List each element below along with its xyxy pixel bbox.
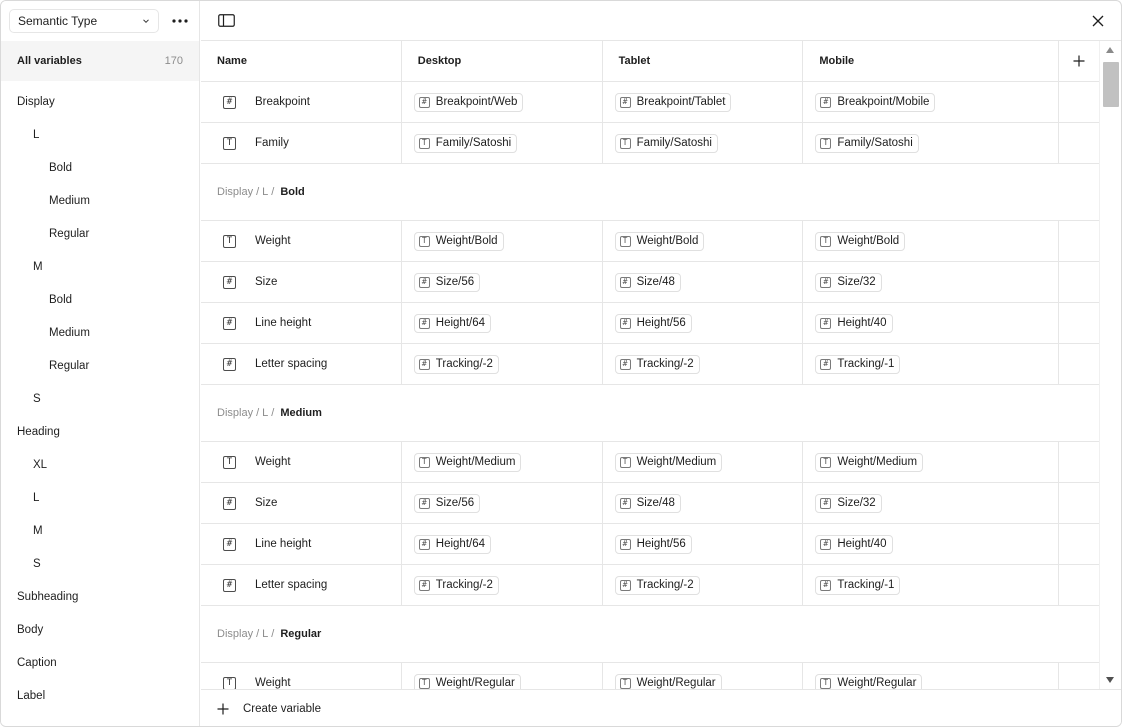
sidebar-group-item[interactable]: Bold <box>49 293 73 306</box>
section-path-segment: L <box>262 628 269 640</box>
alias-chip-label: Tracking/-1 <box>837 358 895 370</box>
variable-row[interactable] <box>201 524 1099 565</box>
variable-row[interactable] <box>201 303 1099 344</box>
section-path-separator: / <box>271 186 275 198</box>
number-variable-icon: # <box>223 579 236 592</box>
alias-chip[interactable] <box>615 494 681 513</box>
sidebar-group-item[interactable]: S <box>33 392 41 405</box>
variable-row[interactable] <box>201 123 1099 164</box>
mode-value-cell[interactable] <box>803 565 1059 605</box>
variable-name-cell[interactable] <box>201 262 402 302</box>
alias-chip-label: Weight/Bold <box>636 235 699 247</box>
close-button[interactable] <box>1089 12 1107 30</box>
number-variable-icon: # <box>620 277 631 288</box>
alias-chip[interactable] <box>615 93 732 112</box>
row-spacer-cell <box>1059 303 1099 343</box>
text-variable-icon: T <box>620 138 631 149</box>
number-variable-icon: # <box>620 498 631 509</box>
number-variable-icon: # <box>820 318 831 329</box>
section-path-segment: Display <box>217 628 254 640</box>
mode-value-cell[interactable] <box>803 262 1059 302</box>
alias-chip-label: Weight/Medium <box>636 456 717 468</box>
column-header-mobile[interactable]: Mobile <box>803 41 1059 81</box>
mode-value-cell[interactable] <box>603 344 804 384</box>
variable-name-cell[interactable] <box>201 442 402 482</box>
section-path-separator: / <box>271 628 275 640</box>
row-spacer-cell <box>1059 565 1099 605</box>
group-section-header <box>201 606 1099 663</box>
section-path-separator: / <box>256 407 260 419</box>
alias-chip[interactable] <box>414 674 521 690</box>
alias-chip-label: Weight/Bold <box>435 235 498 247</box>
mode-value-cell[interactable] <box>603 82 804 122</box>
text-variable-icon: T <box>820 138 831 149</box>
section-group-name: Regular <box>280 628 322 640</box>
more-horizontal-icon <box>172 19 188 23</box>
alias-chip[interactable] <box>414 93 524 112</box>
sidebar-group-item[interactable]: Medium <box>49 194 90 207</box>
section-path-segment: L <box>262 186 269 198</box>
alias-chip[interactable] <box>615 453 723 472</box>
sidebar-group-item[interactable]: M <box>33 260 43 273</box>
number-variable-icon: # <box>223 538 236 551</box>
alias-chip[interactable] <box>414 494 480 513</box>
alias-chip[interactable] <box>615 273 681 292</box>
alias-chip-label: Family/Satoshi <box>435 137 512 149</box>
mode-value-cell[interactable] <box>402 524 603 564</box>
create-variable-button[interactable] <box>201 689 1121 727</box>
sidebar-group-item[interactable]: Bold <box>49 161 73 174</box>
mode-value-cell[interactable] <box>402 344 603 384</box>
row-spacer-cell <box>1059 221 1099 261</box>
sidebar-group-item[interactable]: L <box>33 128 40 141</box>
mode-value-cell[interactable] <box>603 221 804 261</box>
variable-name-cell[interactable] <box>201 663 402 689</box>
alias-chip[interactable] <box>414 355 499 374</box>
alias-chip-label: Height/56 <box>636 317 686 329</box>
alias-chip[interactable] <box>414 314 491 333</box>
alias-chip[interactable] <box>615 232 705 251</box>
number-variable-icon: # <box>820 97 831 108</box>
mode-value-cell[interactable] <box>603 483 804 523</box>
alias-chip[interactable] <box>815 535 892 554</box>
mode-value-cell[interactable] <box>402 565 603 605</box>
text-variable-icon: T <box>223 677 236 690</box>
number-variable-icon: # <box>419 318 430 329</box>
variable-name: Line height <box>255 317 312 329</box>
mode-value-cell[interactable] <box>603 123 804 163</box>
alias-chip[interactable] <box>615 134 718 153</box>
text-variable-icon: T <box>620 236 631 247</box>
add-mode-button[interactable] <box>1059 41 1099 81</box>
all-variables-item[interactable] <box>1 41 199 81</box>
variable-name-cell[interactable] <box>201 565 402 605</box>
sidebar-group-item[interactable]: Regular <box>49 227 90 240</box>
alias-chip-label: Weight/Regular <box>435 677 515 689</box>
group-section-header <box>201 164 1099 221</box>
row-spacer-cell <box>1059 524 1099 564</box>
variable-name: Breakpoint <box>255 96 310 108</box>
mode-value-cell[interactable] <box>402 303 603 343</box>
alias-chip[interactable] <box>815 355 900 374</box>
alias-chip[interactable] <box>414 232 504 251</box>
sidebar-group-item[interactable]: Display <box>17 95 55 108</box>
variable-name-cell[interactable] <box>201 303 402 343</box>
variable-name: Weight <box>255 456 291 468</box>
alias-chip[interactable] <box>615 576 700 595</box>
variable-name: Size <box>255 276 278 288</box>
sidebar-group-item[interactable]: S <box>33 557 41 570</box>
sidebar-group-item[interactable]: Regular <box>49 359 90 372</box>
number-variable-icon: # <box>620 539 631 550</box>
mode-value-cell[interactable] <box>402 262 603 302</box>
column-header-name[interactable]: Name <box>201 41 402 81</box>
section-path-segment: Display <box>217 407 254 419</box>
mode-value-cell[interactable] <box>402 663 603 689</box>
section-path-segment: L <box>262 407 269 419</box>
alias-chip[interactable] <box>414 535 491 554</box>
variable-name: Weight <box>255 235 291 247</box>
number-variable-icon: # <box>620 318 631 329</box>
alias-chip-label: Breakpoint/Tablet <box>636 96 726 108</box>
close-icon <box>1092 15 1104 27</box>
number-variable-icon: # <box>223 317 236 330</box>
alias-chip[interactable] <box>414 273 480 292</box>
alias-chip[interactable] <box>615 314 692 333</box>
text-variable-icon: T <box>223 456 236 469</box>
alias-chip-label: Size/48 <box>636 276 675 288</box>
text-variable-icon: T <box>820 678 831 689</box>
sidebar-toggle-icon <box>218 14 235 27</box>
all-variables-label: All variables <box>17 55 82 67</box>
number-variable-icon: # <box>223 276 236 289</box>
alias-chip-label: Breakpoint/Mobile <box>837 96 930 108</box>
mode-value-cell[interactable] <box>402 123 603 163</box>
group-section-header <box>201 385 1099 442</box>
sidebar-group-item[interactable]: Label <box>17 689 46 702</box>
row-spacer-cell <box>1059 344 1099 384</box>
collections-sidebar <box>1 1 200 727</box>
mode-value-cell[interactable] <box>803 303 1059 343</box>
alias-chip[interactable] <box>815 134 918 153</box>
text-variable-icon: T <box>820 457 831 468</box>
text-variable-icon: T <box>419 678 430 689</box>
alias-chip-label: Weight/Medium <box>837 456 918 468</box>
variable-row[interactable] <box>201 565 1099 606</box>
alias-chip[interactable] <box>414 576 499 595</box>
variable-name: Line height <box>255 538 312 550</box>
alias-chip[interactable] <box>414 453 522 472</box>
alias-chip[interactable] <box>815 273 881 292</box>
variables-table <box>201 41 1099 689</box>
more-options-button[interactable] <box>169 10 191 32</box>
alias-chip-label: Weight/Medium <box>435 456 516 468</box>
row-spacer-cell <box>1059 442 1099 482</box>
variable-name-cell[interactable] <box>201 82 402 122</box>
variable-name: Letter spacing <box>255 579 328 591</box>
mode-value-cell[interactable] <box>603 442 804 482</box>
create-variable-label: Create variable <box>243 703 321 715</box>
text-variable-icon: T <box>223 235 236 248</box>
scrollbar-thumb[interactable] <box>1103 62 1119 107</box>
alias-chip-label: Tracking/-2 <box>435 358 493 370</box>
section-path-separator: / <box>256 186 260 198</box>
scroll-down-arrow-icon[interactable] <box>1106 677 1114 683</box>
collection-select[interactable] <box>9 9 159 33</box>
alias-chip[interactable] <box>615 355 700 374</box>
sidebar-group-item[interactable]: Heading <box>17 425 60 438</box>
number-variable-icon: # <box>820 498 831 509</box>
toggle-sidebar-button[interactable] <box>217 12 235 30</box>
number-variable-icon: # <box>419 539 430 550</box>
alias-chip-label: Tracking/-2 <box>636 579 694 591</box>
number-variable-icon: # <box>820 359 831 370</box>
number-variable-icon: # <box>419 580 430 591</box>
alias-chip[interactable] <box>815 232 905 251</box>
number-variable-icon: # <box>620 359 631 370</box>
plus-icon <box>217 703 229 715</box>
variable-name-cell[interactable] <box>201 123 402 163</box>
mode-value-cell[interactable] <box>603 303 804 343</box>
variable-row[interactable] <box>201 344 1099 385</box>
number-variable-icon: # <box>419 359 430 370</box>
sidebar-header <box>1 1 199 41</box>
alias-chip[interactable] <box>815 453 923 472</box>
alias-chip-label: Tracking/-1 <box>837 579 895 591</box>
alias-chip-label: Family/Satoshi <box>837 137 913 149</box>
alias-chip-label: Weight/Bold <box>837 235 900 247</box>
alias-chip-label: Size/32 <box>837 497 876 509</box>
alias-chip[interactable] <box>815 93 935 112</box>
variables-main <box>201 1 1121 727</box>
text-variable-icon: T <box>820 236 831 247</box>
mode-value-cell[interactable] <box>803 524 1059 564</box>
all-variables-count: 170 <box>164 55 183 67</box>
sidebar-group-item[interactable]: Subheading <box>17 590 79 603</box>
mode-value-cell[interactable] <box>603 663 804 689</box>
alias-chip-label: Height/40 <box>837 317 887 329</box>
number-variable-icon: # <box>223 96 236 109</box>
section-path-segment: Display <box>217 186 254 198</box>
variable-name-cell[interactable] <box>201 221 402 261</box>
alias-chip-label: Size/32 <box>837 276 876 288</box>
number-variable-icon: # <box>620 580 631 591</box>
variable-name-cell[interactable] <box>201 483 402 523</box>
mode-value-cell[interactable] <box>803 221 1059 261</box>
mode-value-cell[interactable] <box>803 123 1059 163</box>
alias-chip-label: Height/40 <box>837 538 887 550</box>
mode-value-cell[interactable] <box>803 344 1059 384</box>
number-variable-icon: # <box>419 97 430 108</box>
number-variable-icon: # <box>223 497 236 510</box>
row-spacer-cell <box>1059 262 1099 302</box>
alias-chip-label: Height/64 <box>435 538 486 550</box>
text-variable-icon: T <box>620 457 631 468</box>
row-spacer-cell <box>1059 483 1099 523</box>
sidebar-group-item[interactable]: Body <box>17 623 44 636</box>
number-variable-icon: # <box>820 539 831 550</box>
alias-chip[interactable] <box>615 535 692 554</box>
variable-name: Size <box>255 497 278 509</box>
alias-chip-label: Weight/Regular <box>837 677 917 689</box>
alias-chip-label: Tracking/-2 <box>435 579 493 591</box>
sidebar-group-item[interactable]: M <box>33 524 43 537</box>
number-variable-icon: # <box>223 358 236 371</box>
mode-value-cell[interactable] <box>803 663 1059 689</box>
mode-value-cell[interactable] <box>402 221 603 261</box>
section-path-separator: / <box>256 628 260 640</box>
alias-chip-label: Size/56 <box>435 276 475 288</box>
sidebar-group-item[interactable]: L <box>33 491 40 504</box>
alias-chip[interactable] <box>815 674 922 690</box>
variable-row[interactable] <box>201 483 1099 524</box>
alias-chip[interactable] <box>815 494 881 513</box>
alias-chip-label: Weight/Regular <box>636 677 716 689</box>
variable-name-cell[interactable] <box>201 524 402 564</box>
number-variable-icon: # <box>419 498 430 509</box>
variable-name-cell[interactable] <box>201 344 402 384</box>
mode-value-cell[interactable] <box>402 442 603 482</box>
row-spacer-cell <box>1059 663 1099 689</box>
alias-chip-label: Height/56 <box>636 538 686 550</box>
variable-row[interactable] <box>201 442 1099 483</box>
number-variable-icon: # <box>820 277 831 288</box>
sidebar-group-item[interactable]: Caption <box>17 656 57 669</box>
alias-chip[interactable] <box>815 314 892 333</box>
top-toolbar <box>201 1 1121 41</box>
variable-row[interactable] <box>201 82 1099 123</box>
mode-value-cell[interactable] <box>402 483 603 523</box>
vertical-scrollbar[interactable] <box>1099 41 1121 689</box>
column-header-tablet[interactable]: Tablet <box>603 41 804 81</box>
variable-name: Letter spacing <box>255 358 328 370</box>
alias-chip[interactable] <box>815 576 900 595</box>
plus-icon <box>1073 55 1085 67</box>
mode-value-cell[interactable] <box>603 262 804 302</box>
mode-value-cell[interactable] <box>603 565 804 605</box>
collection-select-label: Semantic Type <box>18 14 98 28</box>
variable-row[interactable] <box>201 221 1099 262</box>
text-variable-icon: T <box>620 678 631 689</box>
text-variable-icon: T <box>223 137 236 150</box>
alias-chip-label: Size/48 <box>636 497 675 509</box>
alias-chip-label: Size/56 <box>435 497 475 509</box>
alias-chip-label: Breakpoint/Web <box>435 96 518 108</box>
sidebar-group-item[interactable]: XL <box>33 458 48 471</box>
text-variable-icon: T <box>419 138 430 149</box>
mode-value-cell[interactable] <box>402 82 603 122</box>
number-variable-icon: # <box>419 277 430 288</box>
group-list <box>1 81 199 712</box>
variable-name: Weight <box>255 677 291 689</box>
alias-chip[interactable] <box>414 134 517 153</box>
number-variable-icon: # <box>820 580 831 591</box>
number-variable-icon: # <box>620 97 631 108</box>
column-header-desktop[interactable]: Desktop <box>402 41 603 81</box>
alias-chip-label: Family/Satoshi <box>636 137 712 149</box>
variable-row[interactable] <box>201 262 1099 303</box>
mode-value-cell[interactable] <box>803 82 1059 122</box>
mode-value-cell[interactable] <box>603 524 804 564</box>
section-group-name: Medium <box>280 407 322 419</box>
chevron-down-icon <box>142 17 150 25</box>
alias-chip-label: Tracking/-2 <box>636 358 694 370</box>
section-group-name: Bold <box>280 186 305 198</box>
scroll-up-arrow-icon[interactable] <box>1106 47 1114 53</box>
mode-value-cell[interactable] <box>803 442 1059 482</box>
table-header-row <box>201 41 1099 82</box>
row-spacer-cell <box>1059 82 1099 122</box>
alias-chip-label: Height/64 <box>435 317 486 329</box>
section-path-separator: / <box>271 407 275 419</box>
variable-row[interactable] <box>201 663 1099 689</box>
variable-name: Family <box>255 137 289 149</box>
sidebar-group-item[interactable]: Medium <box>49 326 90 339</box>
mode-value-cell[interactable] <box>803 483 1059 523</box>
row-spacer-cell <box>1059 123 1099 163</box>
text-variable-icon: T <box>419 457 430 468</box>
alias-chip[interactable] <box>615 674 722 690</box>
text-variable-icon: T <box>419 236 430 247</box>
